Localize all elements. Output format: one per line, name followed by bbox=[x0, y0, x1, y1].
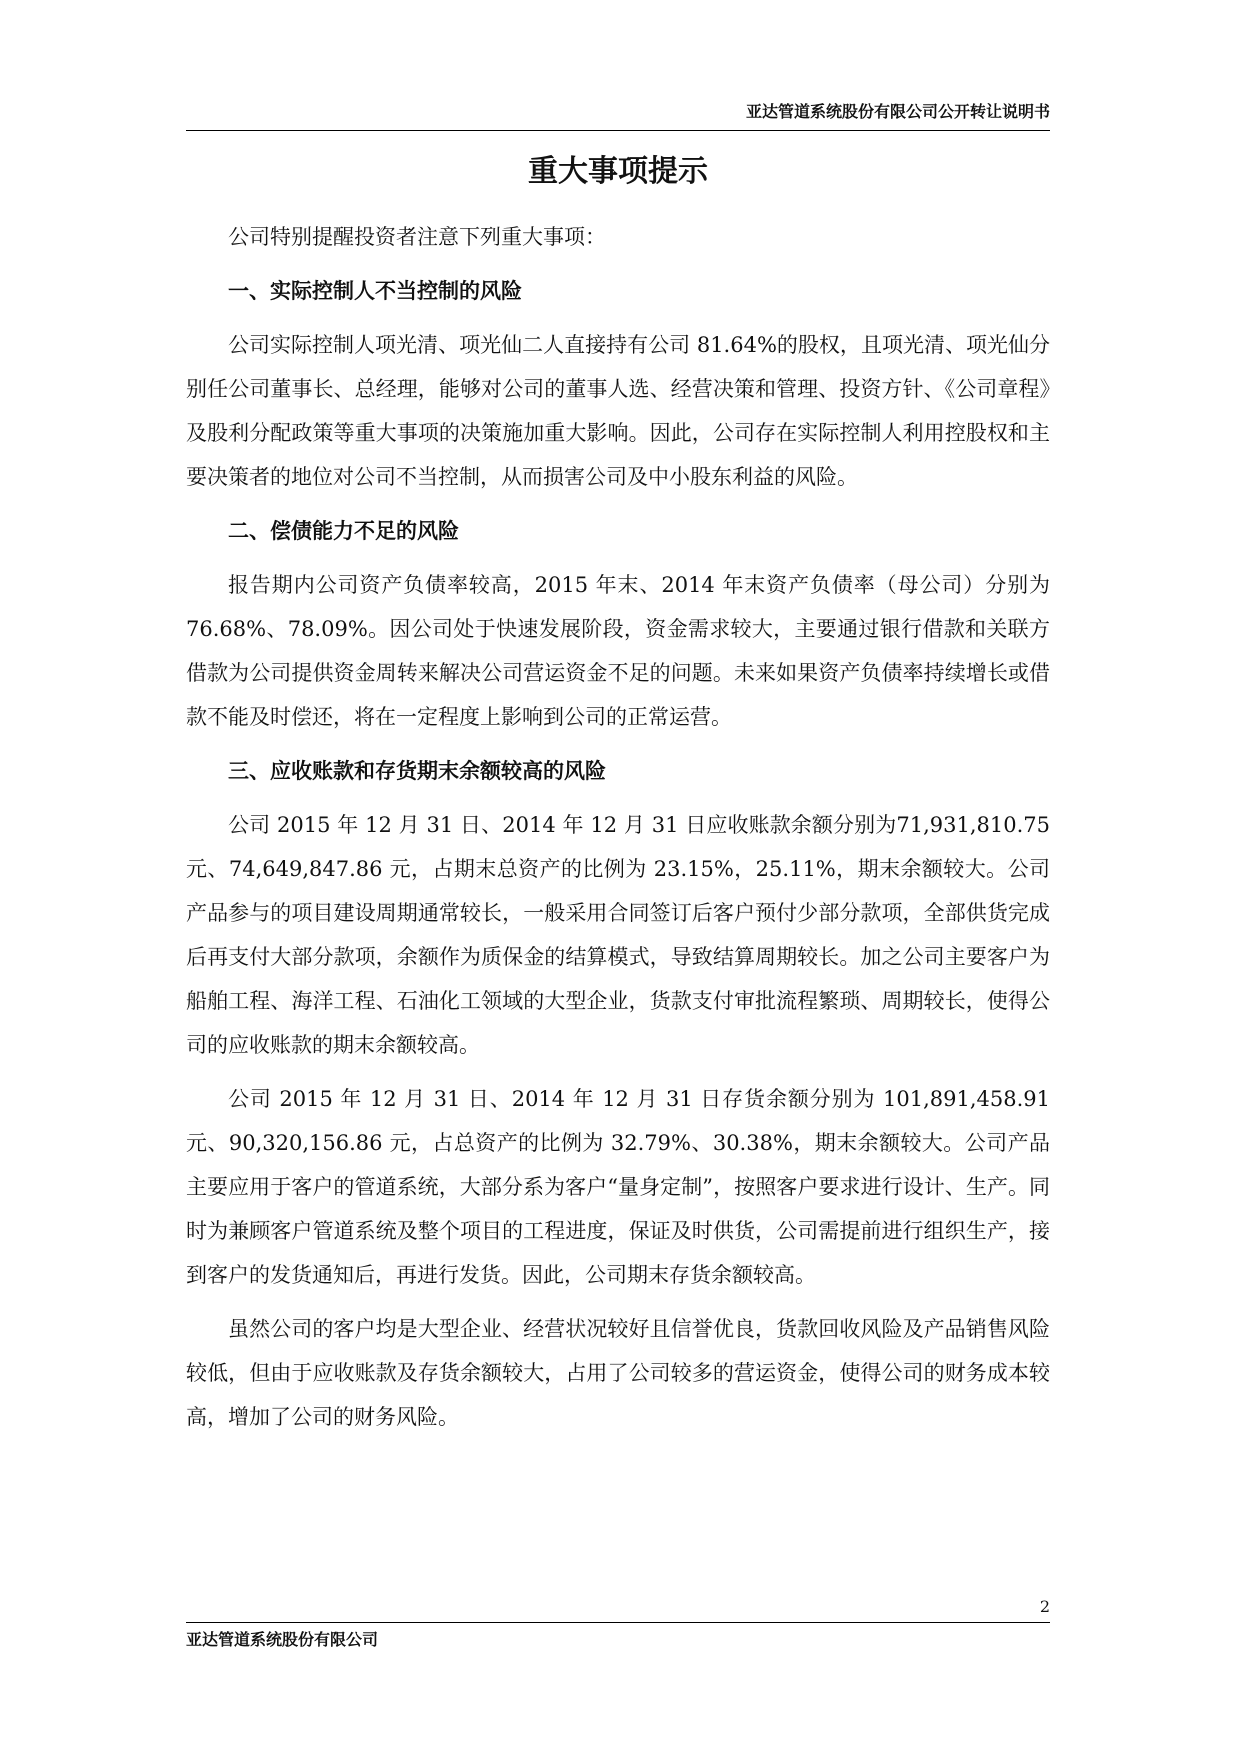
body-paragraph: 公司 2015 年 12 月 31 日、2014 年 12 月 31 日存货余额分别为 101,891,458.91 元、90,320,156.86 元，占总资产的比例为 32.79%、30.38%，期末余额较大。公司产品主要应用于客户的管道系统，大部分系为客户“量身定制”，按照客户要求进行设计、生产。同时为兼顾客户管道系统及整个项目的工程进度，保证及时供货，公司需提前进行组织生产，接到客户的发货通知后，再进行发货。因此，公司期末存货余额较高。 bbox=[186, 1087, 1050, 1287]
section-heading: 二、偿债能力不足的风险 bbox=[228, 519, 459, 543]
running-header: 亚达管道系统股份有限公司公开转让说明书 bbox=[745, 102, 1050, 121]
intro-paragraph: 公司特别提醒投资者注意下列重大事项： bbox=[228, 225, 606, 249]
section-heading: 三、应收账款和存货期末余额较高的风险 bbox=[228, 759, 606, 783]
body-paragraph: 公司实际控制人项光清、项光仙二人直接持有公司 81.64%的股权，且项光清、项光仙分别任公司董事长、总经理，能够对公司的董事人选、经营决策和管理、投资方针、《公司章程》及股利分配政策等重大事项的决策施加重大影响。因此，公司存在实际控制人利用控股权和主要决策者的地位对公司不当控制，从而损害公司及中小股东利益的风险。 bbox=[186, 333, 1050, 489]
body-paragraph: 公司 2015 年 12 月 31 日、2014 年 12 月 31 日应收账款余额分别为71,931,810.75 元、74,649,847.86 元，占期末总资产的比例为 23.15%，25.11%，期末余额较大。公司产品参与的项目建设周期通常较长，一般采用合同签订后客户预付少部分款项，全部供货完成后再支付大部分款项，余额作为质保金的结算模式，导致结算周期较长。加之公司主要客户为船舶工程、海洋工程、石油化工领域的大型企业，货款支付审批流程繁琐、周期较长，使得公司的应收账款的期末余额较高。 bbox=[186, 813, 1050, 1057]
section-heading: 一、实际控制人不当控制的风险 bbox=[228, 279, 522, 303]
page-title: 重大事项提示 bbox=[528, 154, 708, 189]
page-number: 2 bbox=[1039, 1597, 1050, 1616]
body-paragraph: 报告期内公司资产负债率较高，2015 年末、2014 年末资产负债率（母公司）分别为 76.68%、78.09%。因公司处于快速发展阶段，资金需求较大，主要通过银行借款和关联方借款为公司提供资金周转来解决公司营运资金不足的问题。未来如果资产负债率持续增长或借款不能及时偿还，将在一定程度上影响到公司的正常运营。 bbox=[186, 573, 1050, 729]
footer-divider bbox=[186, 1622, 1050, 1623]
header-divider bbox=[186, 130, 1050, 131]
body-paragraph: 虽然公司的客户均是大型企业、经营状况较好且信誉优良，货款回收风险及产品销售风险较低，但由于应收账款及存货余额较大，占用了公司较多的营运资金，使得公司的财务成本较高，增加了公司的财务风险。 bbox=[186, 1317, 1050, 1429]
document-body bbox=[186, 215, 1050, 1449]
running-footer: 亚达管道系统股份有限公司 bbox=[186, 1630, 379, 1649]
